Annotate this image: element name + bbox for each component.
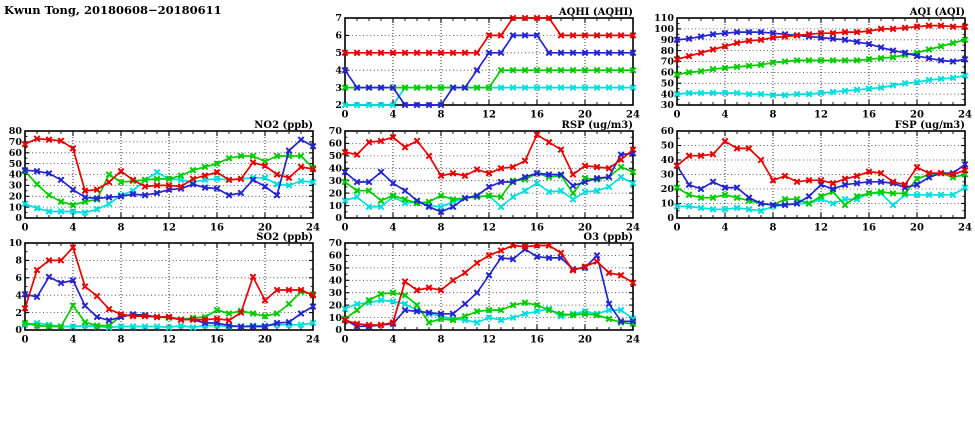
series-red <box>22 245 315 323</box>
plot-frame <box>345 18 633 105</box>
svg-text:4: 4 <box>15 290 22 302</box>
svg-text:10: 10 <box>8 238 22 250</box>
svg-text:2: 2 <box>15 307 22 319</box>
chart-rsp-panel <box>319 117 645 239</box>
svg-text:3: 3 <box>335 82 342 94</box>
svg-text:6: 6 <box>15 273 22 284</box>
svg-text:12: 12 <box>162 222 176 234</box>
svg-text:70: 70 <box>328 126 342 138</box>
svg-text:7: 7 <box>335 13 342 25</box>
rsp-chart <box>319 117 645 235</box>
svg-text:30: 30 <box>328 175 342 187</box>
svg-text:50: 50 <box>660 78 674 90</box>
svg-text:40: 40 <box>660 155 674 167</box>
svg-text:8: 8 <box>117 222 125 234</box>
svg-text:50: 50 <box>328 263 342 275</box>
svg-text:30: 30 <box>8 180 22 192</box>
svg-text:30: 30 <box>660 169 674 181</box>
aqi-chart <box>651 4 975 122</box>
svg-text:0: 0 <box>15 213 22 225</box>
svg-text:60: 60 <box>8 148 22 159</box>
svg-text:20: 20 <box>258 334 272 346</box>
svg-text:0: 0 <box>15 325 22 337</box>
svg-text:70: 70 <box>328 238 342 250</box>
svg-text:0: 0 <box>21 222 29 234</box>
svg-text:16: 16 <box>530 222 544 234</box>
svg-text:0: 0 <box>341 334 349 346</box>
svg-text:8: 8 <box>437 222 445 234</box>
svg-text:4: 4 <box>69 222 77 234</box>
svg-text:8: 8 <box>437 334 445 346</box>
svg-text:40: 40 <box>660 89 674 101</box>
svg-text:40: 40 <box>8 169 22 181</box>
aqhi-chart <box>319 4 645 122</box>
svg-text:60: 60 <box>660 126 674 138</box>
svg-text:20: 20 <box>910 222 924 234</box>
svg-text:20: 20 <box>660 184 674 196</box>
svg-text:4: 4 <box>335 65 342 77</box>
svg-text:60: 60 <box>328 250 342 262</box>
chart-fsp-panel <box>651 117 975 239</box>
svg-text:8: 8 <box>769 222 777 234</box>
svg-text:12: 12 <box>162 334 176 346</box>
svg-text:4: 4 <box>721 109 729 121</box>
svg-text:10: 10 <box>660 198 674 210</box>
chart-no2-panel <box>0 117 325 239</box>
chart-title: SO2 (ppb) <box>256 232 313 243</box>
svg-text:30: 30 <box>328 287 342 299</box>
svg-text:70: 70 <box>8 137 22 149</box>
svg-text:0: 0 <box>341 222 349 234</box>
svg-text:8: 8 <box>769 109 777 121</box>
svg-text:60: 60 <box>328 138 342 150</box>
svg-text:20: 20 <box>328 188 342 200</box>
svg-text:0: 0 <box>673 109 681 121</box>
svg-text:16: 16 <box>862 222 876 234</box>
svg-text:20: 20 <box>328 300 342 312</box>
svg-text:80: 80 <box>660 45 674 57</box>
svg-text:0: 0 <box>673 222 681 234</box>
svg-text:0: 0 <box>341 109 349 121</box>
svg-text:24: 24 <box>958 109 972 121</box>
svg-text:0: 0 <box>667 213 674 225</box>
svg-text:100: 100 <box>654 24 674 36</box>
svg-text:12: 12 <box>814 222 828 234</box>
svg-text:80: 80 <box>8 126 22 138</box>
svg-text:0: 0 <box>21 334 29 346</box>
so2-chart <box>0 229 325 347</box>
y-axis <box>661 126 965 224</box>
no2-chart <box>0 117 325 235</box>
series-blue <box>674 29 967 64</box>
svg-text:16: 16 <box>530 109 544 121</box>
svg-text:8: 8 <box>15 255 22 267</box>
svg-text:4: 4 <box>389 334 397 346</box>
svg-text:24: 24 <box>306 334 320 346</box>
series-cyan <box>674 73 967 98</box>
svg-text:20: 20 <box>910 109 924 121</box>
svg-text:20: 20 <box>578 334 592 346</box>
svg-text:24: 24 <box>958 222 972 234</box>
chart-title: RSP (ug/m3) <box>561 120 633 131</box>
svg-text:0: 0 <box>335 213 342 225</box>
svg-text:50: 50 <box>660 140 674 152</box>
svg-text:5: 5 <box>335 48 342 59</box>
y-axis <box>9 238 313 336</box>
svg-text:24: 24 <box>626 109 640 121</box>
svg-text:8: 8 <box>437 109 445 121</box>
svg-text:20: 20 <box>578 109 592 121</box>
chart-so2-panel <box>0 229 325 351</box>
svg-text:60: 60 <box>660 67 674 79</box>
svg-text:10: 10 <box>328 200 342 212</box>
svg-text:4: 4 <box>389 222 397 234</box>
svg-text:24: 24 <box>626 334 640 346</box>
svg-text:20: 20 <box>578 222 592 234</box>
svg-text:30: 30 <box>660 100 674 112</box>
chart-title: NO2 (ppb) <box>254 120 313 131</box>
fsp-chart <box>651 117 975 235</box>
chart-title: FSP (ug/m3) <box>894 120 965 131</box>
svg-text:110: 110 <box>654 13 674 25</box>
y-axis <box>335 13 633 111</box>
svg-text:4: 4 <box>389 109 397 121</box>
svg-text:8: 8 <box>117 334 125 346</box>
svg-text:12: 12 <box>482 334 496 346</box>
svg-text:16: 16 <box>210 334 224 346</box>
svg-text:10: 10 <box>328 312 342 324</box>
svg-text:90: 90 <box>660 35 674 46</box>
svg-text:20: 20 <box>258 222 272 234</box>
svg-text:24: 24 <box>626 222 640 234</box>
svg-text:50: 50 <box>8 158 22 170</box>
svg-text:24: 24 <box>306 222 320 234</box>
svg-text:12: 12 <box>814 109 828 121</box>
page-title: Kwun Tong, 20180608−20180611 <box>4 3 222 17</box>
chart-title: AQHI (AQHI) <box>558 7 633 18</box>
svg-text:12: 12 <box>482 109 496 121</box>
svg-text:20: 20 <box>8 191 22 203</box>
chart-aqi-panel <box>651 4 975 126</box>
svg-text:6: 6 <box>335 30 342 42</box>
svg-text:0: 0 <box>335 325 342 337</box>
svg-text:16: 16 <box>210 222 224 234</box>
svg-text:2: 2 <box>335 100 342 112</box>
chart-title: AQI (AQI) <box>909 7 965 18</box>
o3-chart <box>319 229 645 347</box>
svg-text:16: 16 <box>862 109 876 121</box>
svg-text:10: 10 <box>8 202 22 214</box>
svg-text:4: 4 <box>69 334 77 346</box>
svg-text:40: 40 <box>328 163 342 175</box>
chart-title: O3 (ppb) <box>583 232 633 243</box>
svg-text:4: 4 <box>721 222 729 234</box>
svg-text:70: 70 <box>660 56 674 68</box>
svg-text:16: 16 <box>530 334 544 346</box>
chart-aqhi-panel <box>319 4 645 126</box>
chart-o3-panel <box>319 229 645 351</box>
svg-text:12: 12 <box>482 222 496 234</box>
svg-text:50: 50 <box>328 151 342 163</box>
svg-text:40: 40 <box>328 275 342 287</box>
